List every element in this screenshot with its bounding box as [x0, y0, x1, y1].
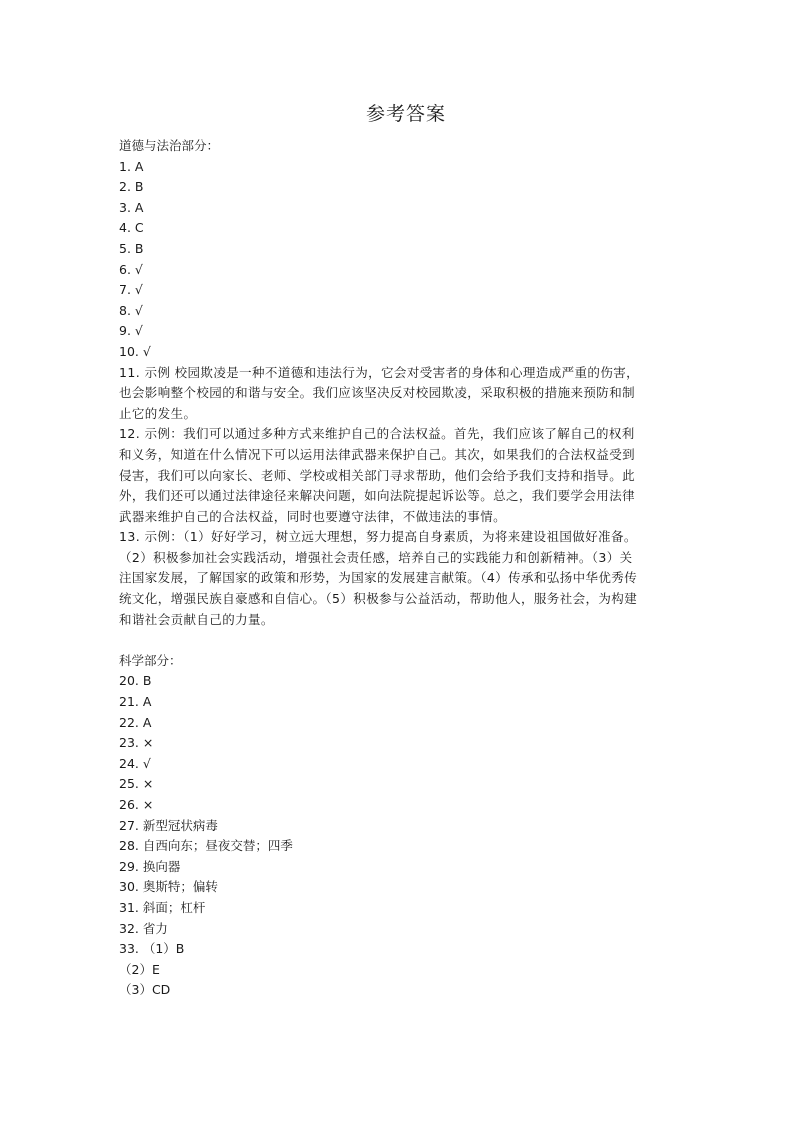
- answer-line: 10. √: [119, 343, 151, 359]
- answer-q12: [119, 424, 689, 527]
- answer-line: 25. ×: [119, 776, 154, 792]
- answer-line: 32. 省力: [119, 920, 168, 936]
- answer-line: 33. （1）B: [119, 941, 185, 957]
- answer-line: 1. A: [119, 158, 144, 174]
- answer-paragraph-line: 止它的发生。: [119, 405, 197, 421]
- page-title: 参考答案: [365, 103, 446, 125]
- answer-line: 30. 奥斯特；偏转: [119, 879, 218, 895]
- answer-paragraph-line: 武器来维护自己的合法权益，同时也要遵守法律，不做违法的事情。: [119, 508, 507, 524]
- answer-paragraph-line: 12. 示例：我们可以通过多种方式来维护自己的合法权益。首先，我们应该了解自己的权利: [119, 426, 635, 442]
- answer-line: （3）CD: [119, 982, 171, 998]
- answer-line: 7. √: [119, 282, 143, 298]
- answer-line: 20. B: [119, 673, 152, 689]
- answer-line: 9. √: [119, 323, 143, 339]
- section-heading-science: 科学部分：: [119, 652, 182, 668]
- answer-line: 21. A: [119, 694, 152, 710]
- answer-line: 31. 斜面；杠杆: [119, 899, 206, 915]
- answer-paragraph-line: 外，我们还可以通过法律途径来解决问题，如向法院提起诉讼等。总之，我们要学会用法律: [119, 488, 636, 504]
- answer-paragraph-line: 和义务，知道在什么情况下可以运用法律武器来保护自己。其次，如果我们的合法权益受到: [119, 446, 636, 462]
- answer-line: 6. √: [119, 261, 143, 277]
- answer-q13: [119, 527, 689, 630]
- answer-paragraph-line: 注国家发展，了解国家的政策和形势，为国家的发展建言献策。（4）传承和弘扬中华优秀传: [119, 570, 638, 586]
- answer-paragraph-line: 和谐社会贡献自己的力量。: [119, 611, 274, 627]
- answer-line: 2. B: [119, 179, 144, 195]
- answer-line: 27. 新型冠状病毒: [119, 817, 218, 833]
- answer-line: 5. B: [119, 240, 144, 256]
- answer-line: 4. C: [119, 220, 144, 236]
- science-section: [119, 651, 689, 1001]
- answer-paragraph-line: 11. 示例 校园欺凌是一种不道德和违法行为，它会对受害者的身体和心理造成严重的伤害，: [119, 364, 640, 380]
- answer-paragraph-line: 统文化，增强民族自豪感和自信心。（5）积极参与公益活动，帮助他人，服务社会，为构建: [119, 591, 638, 607]
- answer-q11: [119, 363, 689, 425]
- answer-line: 28. 自西向东；昼夜交替；四季: [119, 838, 293, 854]
- answer-line: 22. A: [119, 714, 152, 730]
- section-heading-moral: 道德与法治部分：: [119, 138, 220, 153]
- answer-line: 23. ×: [119, 735, 154, 751]
- answer-line: 3. A: [119, 199, 144, 215]
- answer-line: 26. ×: [119, 797, 154, 812]
- answer-line: （2）E: [119, 961, 160, 977]
- answer-line: 24. √: [119, 755, 151, 771]
- answer-document: [119, 100, 689, 1001]
- answer-paragraph-line: 侵害，我们可以向家长、老师、学校或相关部门寻求帮助，他们会给予我们支持和指导。此: [119, 467, 636, 483]
- section-gap: [119, 630, 689, 651]
- answer-line: 29. 换向器: [119, 858, 181, 874]
- answer-paragraph-line: 也会影响整个校园的和谐与安全。我们应该坚决反对校园欺凌，采取积极的措施来预防和制: [119, 385, 636, 401]
- moral-section: [119, 136, 689, 630]
- answer-paragraph-line: 13. 示例：（1）好好学习，树立远大理想，努力提高自身素质，为将来建设祖国做好准备。: [119, 529, 637, 545]
- answer-paragraph-line: （2）积极参加社会实践活动，增强社会责任感，培养自己的实践能力和创新精神。（3）关: [119, 549, 633, 565]
- answer-line: 8. √: [119, 302, 143, 318]
